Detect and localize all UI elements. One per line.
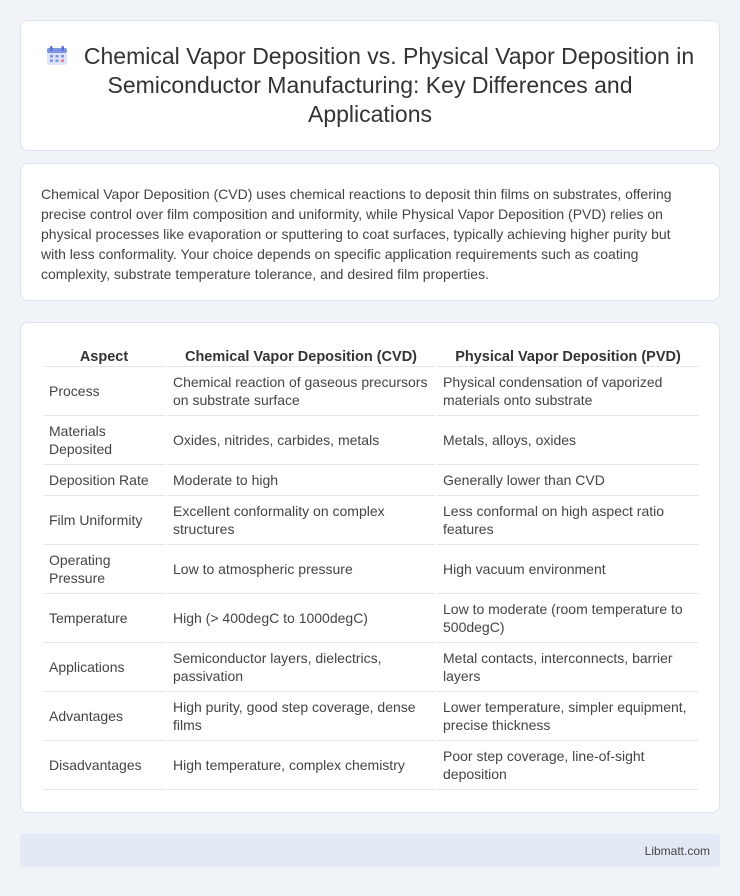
- row-aspect: Deposition Rate: [43, 465, 165, 496]
- row-pvd-value: Less conformal on high aspect ratio features: [437, 496, 699, 545]
- intro-card: [20, 163, 720, 301]
- row-aspect: Film Uniformity: [43, 496, 165, 545]
- table-row: [43, 545, 699, 594]
- table-row: [43, 643, 699, 692]
- row-cvd-value: Oxides, nitrides, carbides, metals: [167, 416, 435, 465]
- row-pvd-value: Low to moderate (room temperature to 500degC): [437, 594, 699, 643]
- row-aspect: Temperature: [43, 594, 165, 643]
- row-aspect: Materials Deposited: [43, 416, 165, 465]
- table-row: [43, 416, 699, 465]
- column-header-aspect: Aspect: [43, 344, 165, 367]
- table-row: [43, 465, 699, 496]
- row-cvd-value: Semiconductor layers, dielectrics, passivation: [167, 643, 435, 692]
- table-row: [43, 741, 699, 790]
- title-card: [20, 20, 720, 151]
- row-aspect: Advantages: [43, 692, 165, 741]
- table-header-row: [43, 344, 699, 367]
- column-header-cvd: Chemical Vapor Deposition (CVD): [167, 344, 435, 367]
- footer-brand-link[interactable]: Libmatt.com: [644, 843, 710, 858]
- row-cvd-value: High temperature, complex chemistry: [167, 741, 435, 790]
- comparison-table: [41, 344, 701, 790]
- page-title: [45, 42, 695, 129]
- page-title-text: Chemical Vapor Deposition vs. Physical Vapor Deposition in Semiconductor Manufacturing: Key Differences and Applications: [83, 43, 695, 127]
- row-cvd-value: Moderate to high: [167, 465, 435, 496]
- table-row: [43, 367, 699, 416]
- row-aspect: Process: [43, 367, 165, 416]
- row-cvd-value: High purity, good step coverage, dense films: [167, 692, 435, 741]
- table-row: [43, 496, 699, 545]
- calendar-icon: [46, 46, 68, 66]
- intro-paragraph: Chemical Vapor Deposition (CVD) uses chemical reactions to deposit thin films on substrates, offering precise control over film composition and uniformity, while Physical Vapor Deposition (PVD) relies on physical processes like evaporation or sputtering to coat surfaces, typically achieving higher purity but with less conformality. Your choice depends on specific application requirements such as coating complexity, substrate temperature tolerance, and desired film properties.: [41, 186, 672, 282]
- row-cvd-value: Chemical reaction of gaseous precursors on substrate surface: [167, 367, 435, 416]
- row-pvd-value: Lower temperature, simpler equipment, precise thickness: [437, 692, 699, 741]
- column-header-pvd: Physical Vapor Deposition (PVD): [437, 344, 699, 367]
- row-aspect: Operating Pressure: [43, 545, 165, 594]
- row-cvd-value: Low to atmospheric pressure: [167, 545, 435, 594]
- row-cvd-value: Excellent conformality on complex structures: [167, 496, 435, 545]
- row-pvd-value: Poor step coverage, line-of-sight deposition: [437, 741, 699, 790]
- row-pvd-value: Generally lower than CVD: [437, 465, 699, 496]
- row-pvd-value: Metal contacts, interconnects, barrier layers: [437, 643, 699, 692]
- row-cvd-value: High (> 400degC to 1000degC): [167, 594, 435, 643]
- row-pvd-value: High vacuum environment: [437, 545, 699, 594]
- footer: [20, 834, 720, 867]
- table-row: [43, 594, 699, 643]
- row-pvd-value: Physical condensation of vaporized materials onto substrate: [437, 367, 699, 416]
- table-row: [43, 692, 699, 741]
- row-pvd-value: Metals, alloys, oxides: [437, 416, 699, 465]
- row-aspect: Applications: [43, 643, 165, 692]
- comparison-table-card: [20, 322, 720, 813]
- row-aspect: Disadvantages: [43, 741, 165, 790]
